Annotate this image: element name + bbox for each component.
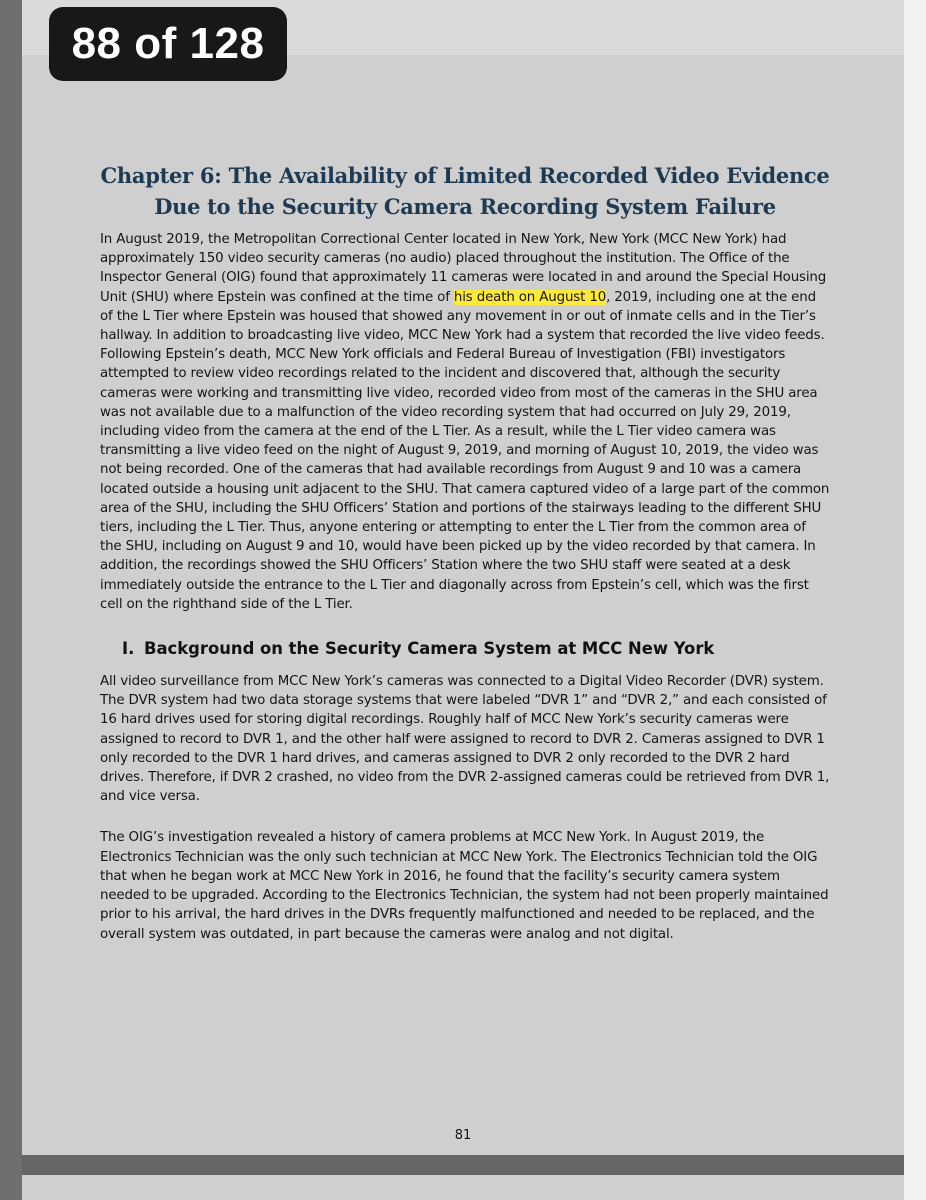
page-number: 81: [454, 1128, 472, 1143]
intro-text-start: In August 2019, the Metropolitan Correctional Center located in New York, New York (MCC New York) had approximately 150 video security cameras (no audio) placed throughout the institution. The Office of the Inspector General (OIG) found that approximately 11 cameras were located in and around the Special Housing Unit (SHU) where Epstein was confined at the time of: [100, 232, 827, 305]
highlighted-text[interactable]: his death on August 10: [453, 289, 607, 305]
section-heading: [100, 638, 830, 660]
page-indicator: 88 of 128: [49, 7, 287, 81]
page-gap: [22, 1155, 904, 1175]
history-paragraph: The OIG’s investigation revealed a history of camera problems at MCC New York. In August 2019, the Electronics Technician was the only such technician at MCC New York. The Electronics Technician told the OIG that when he began work at MCC New York in 2016, he found that the facility’s security camera system needed to be upgraded. According to the Electronics Technician, the system had not been properly maintained prior to his arrival, the hard drives in the DVRs frequently malfunctioned and needed to be replaced, and the overall system was outdated, in part because the cameras were analog and not digital.: [100, 830, 829, 942]
dvr-paragraph: All video surveillance from MCC New York’s cameras was connected to a Digital Video Recorder (DVR) system. The DVR system had two data storage systems that were labeled “DVR 1” and “DVR 2,” and each consisted of 16 hard drives used for storing digital recordings. Roughly half of MCC New York’s security cameras were assigned to record to DVR 1, and the other half were assigned to record to DVR 2. Cameras assigned to DVR 1 only recorded to the DVR 1 hard drives, and cameras assigned to DVR 2 only recorded to the DVR 2 hard drives. Therefore, if DVR 2 crashed, no video from the DVR 2-assigned cameras could be retrieved from DVR 1, and vice versa.: [100, 674, 830, 805]
intro-text-end: , 2019, including one at the end of the L Tier where Epstein was housed that showed any movement in or out of inmate cells and in the Tier’s hallway. In addition to broadcasting live video, MCC New York had a system that recorded the live video feeds. Following Epstein’s death, MCC New York officials and Federal Bureau of Investigation (FBI) investigators attempted to review video recordings related to the incident and discovered that, although the security cameras were working and transmitting live video, recorded video from most of the cameras in the SHU area was not available due to a malfunction of the video recording system that had occurred on July 29, 2019, including video from the camera at the end of the L Tier. As a result, while the L Tier video camera was transmitting a live video feed on the night of August 9, 2019, and morning of August 10, 2019, the video was not being recorded. One of the cameras that had available recordings from August 9 and 10 was a camera located outside a housing unit adjacent to the SHU. That camera captured video of a large part of the common area of the SHU, including the SHU Officers’ Station and portions of the stairways leading to the different SHU tiers, including the L Tier. Thus, anyone entering or attempting to enter the L Tier from the common area of the SHU, including on August 9 and 10, would have been picked up by the video recorded by that camera. In addition, the recordings showed the SHU Officers’ Station where the two SHU staff were seated at a desk immediately outside the entrance to the L Tier and diagonally across from Epstein’s cell, which was the first cell on the righthand side of the L Tier.: [100, 289, 830, 612]
section-title: Background on the Security Camera System at MCC New York: [144, 639, 715, 659]
chapter-title: Chapter 6: The Availability of Limited Recorded Video Evidence Due to the Security Camera Recording System Failure: [100, 163, 830, 219]
page-content: [100, 160, 830, 944]
next-page-edge[interactable]: [22, 1175, 904, 1200]
section-number: I.: [122, 639, 135, 659]
intro-paragraph: [100, 230, 830, 614]
scrollbar-track[interactable]: [904, 0, 926, 1200]
